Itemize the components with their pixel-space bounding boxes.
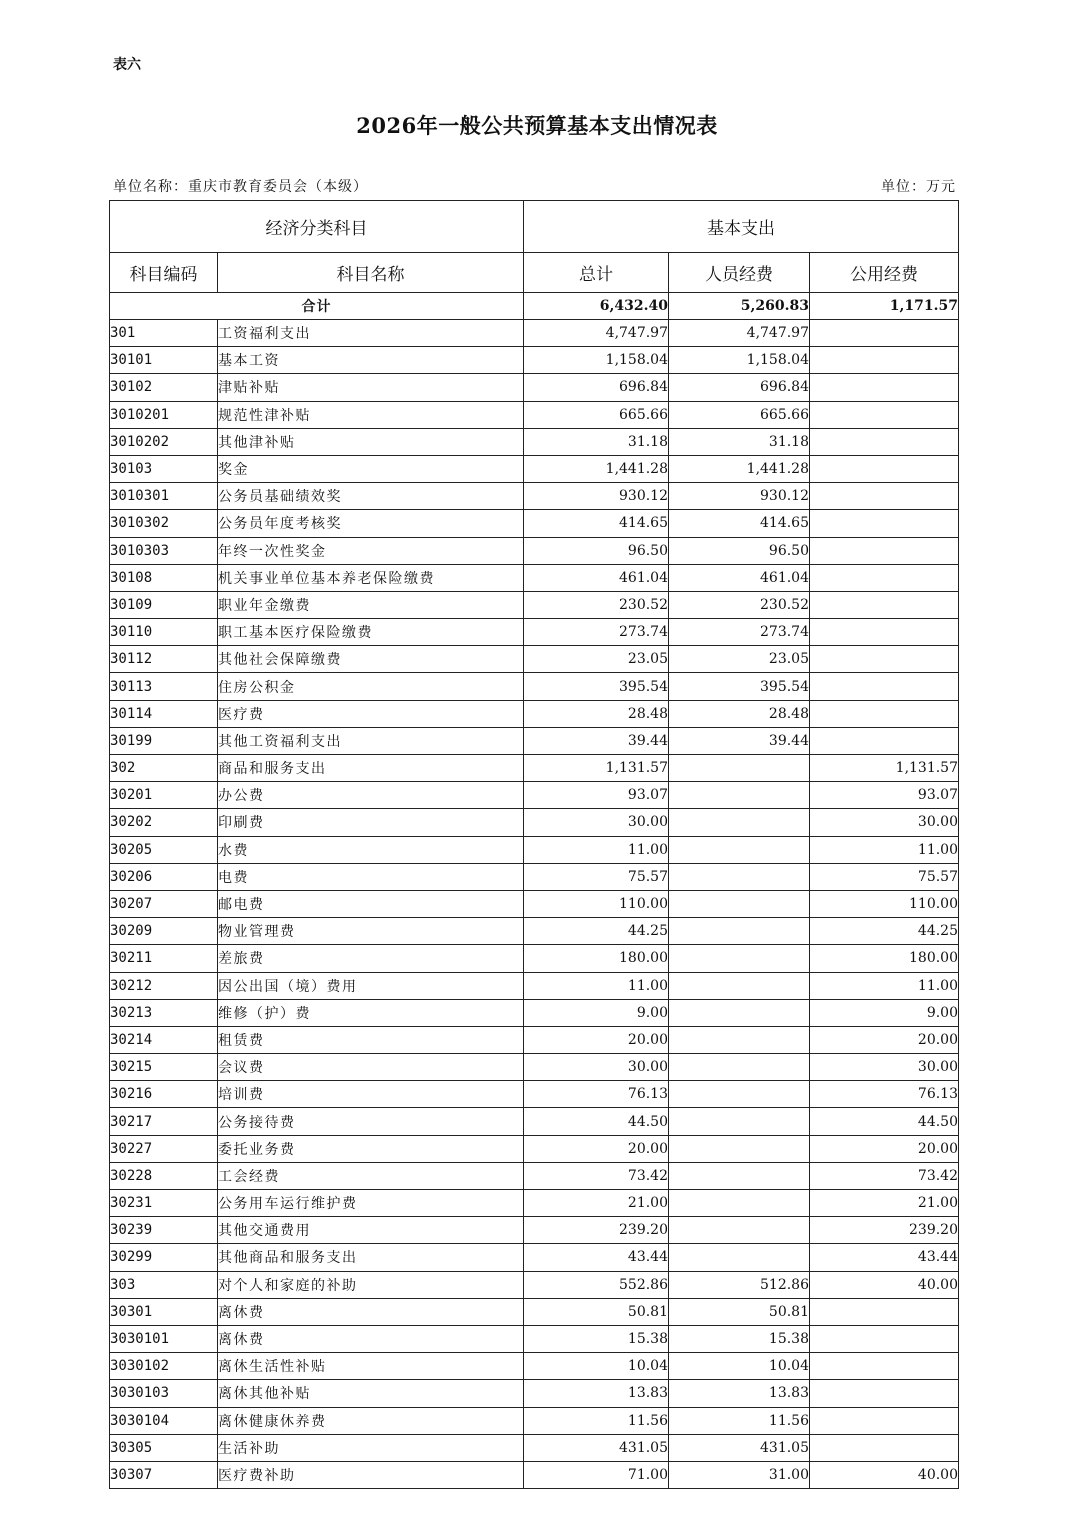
row-name: 基本工资 bbox=[218, 347, 524, 374]
header-category: 经济分类科目 bbox=[110, 201, 524, 253]
table-row bbox=[110, 755, 959, 782]
row-personnel bbox=[669, 755, 810, 782]
row-personnel bbox=[669, 890, 810, 917]
table-row bbox=[110, 320, 959, 347]
row-public: 30.00 bbox=[810, 809, 959, 836]
row-personnel: 461.04 bbox=[669, 564, 810, 591]
row-code: 30228 bbox=[110, 1162, 218, 1189]
row-code: 30212 bbox=[110, 972, 218, 999]
row-public bbox=[810, 646, 959, 673]
row-total: 21.00 bbox=[524, 1190, 669, 1217]
row-total: 9.00 bbox=[524, 999, 669, 1026]
table-row bbox=[110, 1353, 959, 1380]
row-public: 11.00 bbox=[810, 972, 959, 999]
table-row bbox=[110, 700, 959, 727]
table-row bbox=[110, 646, 959, 673]
row-name: 商品和服务支出 bbox=[218, 755, 524, 782]
row-public bbox=[810, 673, 959, 700]
table-row bbox=[110, 374, 959, 401]
table-row bbox=[110, 863, 959, 890]
row-name: 职业年金缴费 bbox=[218, 591, 524, 618]
row-code: 30216 bbox=[110, 1081, 218, 1108]
row-code: 30239 bbox=[110, 1217, 218, 1244]
row-personnel: 395.54 bbox=[669, 673, 810, 700]
row-total: 395.54 bbox=[524, 673, 669, 700]
row-name: 公务接待费 bbox=[218, 1108, 524, 1135]
row-name: 公务员年度考核奖 bbox=[218, 510, 524, 537]
row-name: 职工基本医疗保险缴费 bbox=[218, 619, 524, 646]
row-public: 40.00 bbox=[810, 1271, 959, 1298]
row-personnel bbox=[669, 945, 810, 972]
row-personnel bbox=[669, 836, 810, 863]
table-row bbox=[110, 836, 959, 863]
row-total: 930.12 bbox=[524, 483, 669, 510]
row-total: 414.65 bbox=[524, 510, 669, 537]
row-name: 邮电费 bbox=[218, 890, 524, 917]
row-personnel: 31.18 bbox=[669, 428, 810, 455]
row-code: 3030102 bbox=[110, 1353, 218, 1380]
row-public: 239.20 bbox=[810, 1217, 959, 1244]
row-personnel bbox=[669, 1108, 810, 1135]
row-total: 44.25 bbox=[524, 918, 669, 945]
row-code: 30108 bbox=[110, 564, 218, 591]
row-name: 奖金 bbox=[218, 455, 524, 482]
row-personnel bbox=[669, 1026, 810, 1053]
row-code: 30209 bbox=[110, 918, 218, 945]
row-public bbox=[810, 564, 959, 591]
row-total: 4,747.97 bbox=[524, 320, 669, 347]
row-personnel bbox=[669, 999, 810, 1026]
row-name: 其他津补贴 bbox=[218, 428, 524, 455]
row-name: 对个人和家庭的补助 bbox=[218, 1271, 524, 1298]
row-name: 离休健康休养费 bbox=[218, 1407, 524, 1434]
row-public: 9.00 bbox=[810, 999, 959, 1026]
total-label: 合计 bbox=[110, 293, 524, 320]
currency-unit: 单位：万元 bbox=[881, 179, 956, 195]
row-name: 工会经费 bbox=[218, 1162, 524, 1189]
row-total: 1,441.28 bbox=[524, 455, 669, 482]
row-personnel: 1,441.28 bbox=[669, 455, 810, 482]
row-public bbox=[810, 1380, 959, 1407]
row-personnel bbox=[669, 918, 810, 945]
row-code: 3010201 bbox=[110, 401, 218, 428]
row-personnel bbox=[669, 1244, 810, 1271]
row-name: 机关事业单位基本养老保险缴费 bbox=[218, 564, 524, 591]
table-row bbox=[110, 1026, 959, 1053]
header-row-group bbox=[110, 201, 959, 253]
row-code: 30299 bbox=[110, 1244, 218, 1271]
unit-name: 单位名称：重庆市教育委员会（本级） bbox=[113, 179, 368, 195]
table-row bbox=[110, 809, 959, 836]
row-code: 3030104 bbox=[110, 1407, 218, 1434]
row-public: 75.57 bbox=[810, 863, 959, 890]
row-total: 110.00 bbox=[524, 890, 669, 917]
row-name: 会议费 bbox=[218, 1054, 524, 1081]
row-total: 20.00 bbox=[524, 1026, 669, 1053]
row-code: 3030101 bbox=[110, 1325, 218, 1352]
row-public bbox=[810, 619, 959, 646]
table-row bbox=[110, 945, 959, 972]
row-public: 93.07 bbox=[810, 782, 959, 809]
row-name: 医疗费补助 bbox=[218, 1461, 524, 1488]
table-row bbox=[110, 483, 959, 510]
row-code: 30114 bbox=[110, 700, 218, 727]
row-total: 552.86 bbox=[524, 1271, 669, 1298]
row-code: 30307 bbox=[110, 1461, 218, 1488]
row-personnel: 230.52 bbox=[669, 591, 810, 618]
table-row bbox=[110, 1244, 959, 1271]
table-row bbox=[110, 1271, 959, 1298]
row-name: 物业管理费 bbox=[218, 918, 524, 945]
row-personnel: 13.83 bbox=[669, 1380, 810, 1407]
table-row bbox=[110, 782, 959, 809]
row-public bbox=[810, 510, 959, 537]
table-row bbox=[110, 591, 959, 618]
row-total: 15.38 bbox=[524, 1325, 669, 1352]
row-name: 电费 bbox=[218, 863, 524, 890]
row-name: 医疗费 bbox=[218, 700, 524, 727]
row-code: 30214 bbox=[110, 1026, 218, 1053]
row-code: 3010303 bbox=[110, 537, 218, 564]
row-public: 30.00 bbox=[810, 1054, 959, 1081]
table-row bbox=[110, 401, 959, 428]
row-total: 665.66 bbox=[524, 401, 669, 428]
row-public: 21.00 bbox=[810, 1190, 959, 1217]
row-code: 30213 bbox=[110, 999, 218, 1026]
row-total: 11.56 bbox=[524, 1407, 669, 1434]
row-code: 30206 bbox=[110, 863, 218, 890]
row-public bbox=[810, 1353, 959, 1380]
table-row bbox=[110, 918, 959, 945]
row-name: 差旅费 bbox=[218, 945, 524, 972]
row-personnel bbox=[669, 1054, 810, 1081]
row-code: 30110 bbox=[110, 619, 218, 646]
row-total: 13.83 bbox=[524, 1380, 669, 1407]
row-total: 39.44 bbox=[524, 727, 669, 754]
table-row bbox=[110, 347, 959, 374]
row-code: 30101 bbox=[110, 347, 218, 374]
row-total: 28.48 bbox=[524, 700, 669, 727]
row-personnel: 512.86 bbox=[669, 1271, 810, 1298]
row-code: 30109 bbox=[110, 591, 218, 618]
row-total: 431.05 bbox=[524, 1434, 669, 1461]
table-row bbox=[110, 1380, 959, 1407]
row-public: 1,131.57 bbox=[810, 755, 959, 782]
total-personnel: 5,260.83 bbox=[669, 293, 810, 320]
table-row bbox=[110, 673, 959, 700]
row-name: 生活补助 bbox=[218, 1434, 524, 1461]
row-total: 11.00 bbox=[524, 972, 669, 999]
row-name: 办公费 bbox=[218, 782, 524, 809]
row-code: 3010302 bbox=[110, 510, 218, 537]
total-sum: 6,432.40 bbox=[524, 293, 669, 320]
row-personnel: 11.56 bbox=[669, 1407, 810, 1434]
row-name: 公务员基础绩效奖 bbox=[218, 483, 524, 510]
table-row bbox=[110, 1081, 959, 1108]
row-name: 离休费 bbox=[218, 1298, 524, 1325]
row-personnel bbox=[669, 782, 810, 809]
row-code: 30217 bbox=[110, 1108, 218, 1135]
row-public: 40.00 bbox=[810, 1461, 959, 1488]
row-total: 11.00 bbox=[524, 836, 669, 863]
row-public: 20.00 bbox=[810, 1135, 959, 1162]
row-public bbox=[810, 700, 959, 727]
row-code: 30199 bbox=[110, 727, 218, 754]
row-personnel: 39.44 bbox=[669, 727, 810, 754]
row-public: 43.44 bbox=[810, 1244, 959, 1271]
row-total: 30.00 bbox=[524, 1054, 669, 1081]
row-total: 239.20 bbox=[524, 1217, 669, 1244]
row-personnel bbox=[669, 1081, 810, 1108]
row-total: 71.00 bbox=[524, 1461, 669, 1488]
row-name: 离休生活性补贴 bbox=[218, 1353, 524, 1380]
row-name: 因公出国（境）费用 bbox=[218, 972, 524, 999]
table-row bbox=[110, 428, 959, 455]
row-code: 303 bbox=[110, 1271, 218, 1298]
row-total: 73.42 bbox=[524, 1162, 669, 1189]
row-public bbox=[810, 1407, 959, 1434]
total-row bbox=[110, 293, 959, 320]
page-title: 2026年一般公共预算基本支出情况表 bbox=[356, 113, 718, 138]
table-row bbox=[110, 727, 959, 754]
row-personnel bbox=[669, 809, 810, 836]
row-public: 110.00 bbox=[810, 890, 959, 917]
table-row bbox=[110, 1298, 959, 1325]
row-total: 43.44 bbox=[524, 1244, 669, 1271]
row-name: 租赁费 bbox=[218, 1026, 524, 1053]
table-row bbox=[110, 537, 959, 564]
row-total: 75.57 bbox=[524, 863, 669, 890]
table-row bbox=[110, 1217, 959, 1244]
row-public bbox=[810, 1434, 959, 1461]
row-total: 44.50 bbox=[524, 1108, 669, 1135]
row-name: 印刷费 bbox=[218, 809, 524, 836]
row-name: 规范性津补贴 bbox=[218, 401, 524, 428]
row-personnel: 10.04 bbox=[669, 1353, 810, 1380]
row-total: 76.13 bbox=[524, 1081, 669, 1108]
row-code: 30102 bbox=[110, 374, 218, 401]
table-row bbox=[110, 1461, 959, 1488]
row-personnel: 696.84 bbox=[669, 374, 810, 401]
row-personnel: 50.81 bbox=[669, 1298, 810, 1325]
row-personnel: 4,747.97 bbox=[669, 320, 810, 347]
row-name: 其他交通费用 bbox=[218, 1217, 524, 1244]
row-total: 1,131.57 bbox=[524, 755, 669, 782]
row-public: 44.50 bbox=[810, 1108, 959, 1135]
row-total: 180.00 bbox=[524, 945, 669, 972]
row-personnel: 414.65 bbox=[669, 510, 810, 537]
table-row bbox=[110, 1407, 959, 1434]
row-name: 维修（护）费 bbox=[218, 999, 524, 1026]
budget-table bbox=[109, 200, 959, 1489]
table-row bbox=[110, 1434, 959, 1461]
table-row bbox=[110, 510, 959, 537]
row-code: 30201 bbox=[110, 782, 218, 809]
row-public bbox=[810, 401, 959, 428]
table-row bbox=[110, 1054, 959, 1081]
row-total: 30.00 bbox=[524, 809, 669, 836]
header-personnel: 人员经费 bbox=[669, 253, 810, 293]
row-name: 年终一次性奖金 bbox=[218, 537, 524, 564]
row-personnel: 431.05 bbox=[669, 1434, 810, 1461]
row-total: 96.50 bbox=[524, 537, 669, 564]
row-personnel bbox=[669, 972, 810, 999]
row-code: 3010202 bbox=[110, 428, 218, 455]
row-personnel: 31.00 bbox=[669, 1461, 810, 1488]
row-personnel: 930.12 bbox=[669, 483, 810, 510]
row-public: 73.42 bbox=[810, 1162, 959, 1189]
row-code: 3010301 bbox=[110, 483, 218, 510]
row-name: 住房公积金 bbox=[218, 673, 524, 700]
row-code: 30112 bbox=[110, 646, 218, 673]
row-name: 公务用车运行维护费 bbox=[218, 1190, 524, 1217]
row-total: 1,158.04 bbox=[524, 347, 669, 374]
header-total: 总计 bbox=[524, 253, 669, 293]
row-total: 10.04 bbox=[524, 1353, 669, 1380]
row-name: 离休其他补贴 bbox=[218, 1380, 524, 1407]
row-name: 其他社会保障缴费 bbox=[218, 646, 524, 673]
header-basic-expenditure: 基本支出 bbox=[524, 201, 959, 253]
row-total: 273.74 bbox=[524, 619, 669, 646]
row-personnel: 23.05 bbox=[669, 646, 810, 673]
table-row bbox=[110, 1325, 959, 1352]
row-personnel bbox=[669, 1217, 810, 1244]
row-total: 20.00 bbox=[524, 1135, 669, 1162]
header-public: 公用经费 bbox=[810, 253, 959, 293]
table-row bbox=[110, 1190, 959, 1217]
table-row bbox=[110, 999, 959, 1026]
row-total: 93.07 bbox=[524, 782, 669, 809]
table-row bbox=[110, 1135, 959, 1162]
row-code: 301 bbox=[110, 320, 218, 347]
row-code: 30211 bbox=[110, 945, 218, 972]
row-personnel bbox=[669, 1162, 810, 1189]
row-code: 30103 bbox=[110, 455, 218, 482]
row-personnel: 28.48 bbox=[669, 700, 810, 727]
row-public bbox=[810, 727, 959, 754]
table-row bbox=[110, 1162, 959, 1189]
row-name: 其他商品和服务支出 bbox=[218, 1244, 524, 1271]
row-total: 461.04 bbox=[524, 564, 669, 591]
row-code: 30231 bbox=[110, 1190, 218, 1217]
table-row bbox=[110, 455, 959, 482]
row-public: 11.00 bbox=[810, 836, 959, 863]
row-personnel bbox=[669, 863, 810, 890]
row-public bbox=[810, 1325, 959, 1352]
row-public bbox=[810, 320, 959, 347]
row-code: 30305 bbox=[110, 1434, 218, 1461]
row-name: 委托业务费 bbox=[218, 1135, 524, 1162]
row-name: 津贴补贴 bbox=[218, 374, 524, 401]
row-code: 3030103 bbox=[110, 1380, 218, 1407]
row-total: 31.18 bbox=[524, 428, 669, 455]
row-name: 工资福利支出 bbox=[218, 320, 524, 347]
row-code: 30215 bbox=[110, 1054, 218, 1081]
row-code: 30113 bbox=[110, 673, 218, 700]
row-code: 30202 bbox=[110, 809, 218, 836]
header-name: 科目名称 bbox=[218, 253, 524, 293]
table-label: 表六 bbox=[113, 57, 141, 73]
row-personnel bbox=[669, 1190, 810, 1217]
row-name: 其他工资福利支出 bbox=[218, 727, 524, 754]
header-code: 科目编码 bbox=[110, 253, 218, 293]
row-personnel: 15.38 bbox=[669, 1325, 810, 1352]
row-public: 44.25 bbox=[810, 918, 959, 945]
row-personnel bbox=[669, 1135, 810, 1162]
row-name: 水费 bbox=[218, 836, 524, 863]
header-row-columns bbox=[110, 253, 959, 293]
row-personnel: 273.74 bbox=[669, 619, 810, 646]
row-total: 696.84 bbox=[524, 374, 669, 401]
row-code: 302 bbox=[110, 755, 218, 782]
row-public bbox=[810, 428, 959, 455]
row-personnel: 1,158.04 bbox=[669, 347, 810, 374]
row-public: 20.00 bbox=[810, 1026, 959, 1053]
row-name: 离休费 bbox=[218, 1325, 524, 1352]
row-public: 76.13 bbox=[810, 1081, 959, 1108]
row-public: 180.00 bbox=[810, 945, 959, 972]
row-public bbox=[810, 347, 959, 374]
row-code: 30207 bbox=[110, 890, 218, 917]
row-name: 培训费 bbox=[218, 1081, 524, 1108]
row-public bbox=[810, 483, 959, 510]
row-total: 50.81 bbox=[524, 1298, 669, 1325]
row-personnel: 96.50 bbox=[669, 537, 810, 564]
row-public bbox=[810, 374, 959, 401]
row-total: 230.52 bbox=[524, 591, 669, 618]
row-public bbox=[810, 591, 959, 618]
row-code: 30227 bbox=[110, 1135, 218, 1162]
table-row bbox=[110, 1108, 959, 1135]
table-row bbox=[110, 972, 959, 999]
row-personnel: 665.66 bbox=[669, 401, 810, 428]
table-row bbox=[110, 619, 959, 646]
row-public bbox=[810, 455, 959, 482]
total-public: 1,171.57 bbox=[810, 293, 959, 320]
row-total: 23.05 bbox=[524, 646, 669, 673]
table-row bbox=[110, 564, 959, 591]
table-row bbox=[110, 890, 959, 917]
row-code: 30205 bbox=[110, 836, 218, 863]
row-public bbox=[810, 1298, 959, 1325]
row-code: 30301 bbox=[110, 1298, 218, 1325]
row-public bbox=[810, 537, 959, 564]
